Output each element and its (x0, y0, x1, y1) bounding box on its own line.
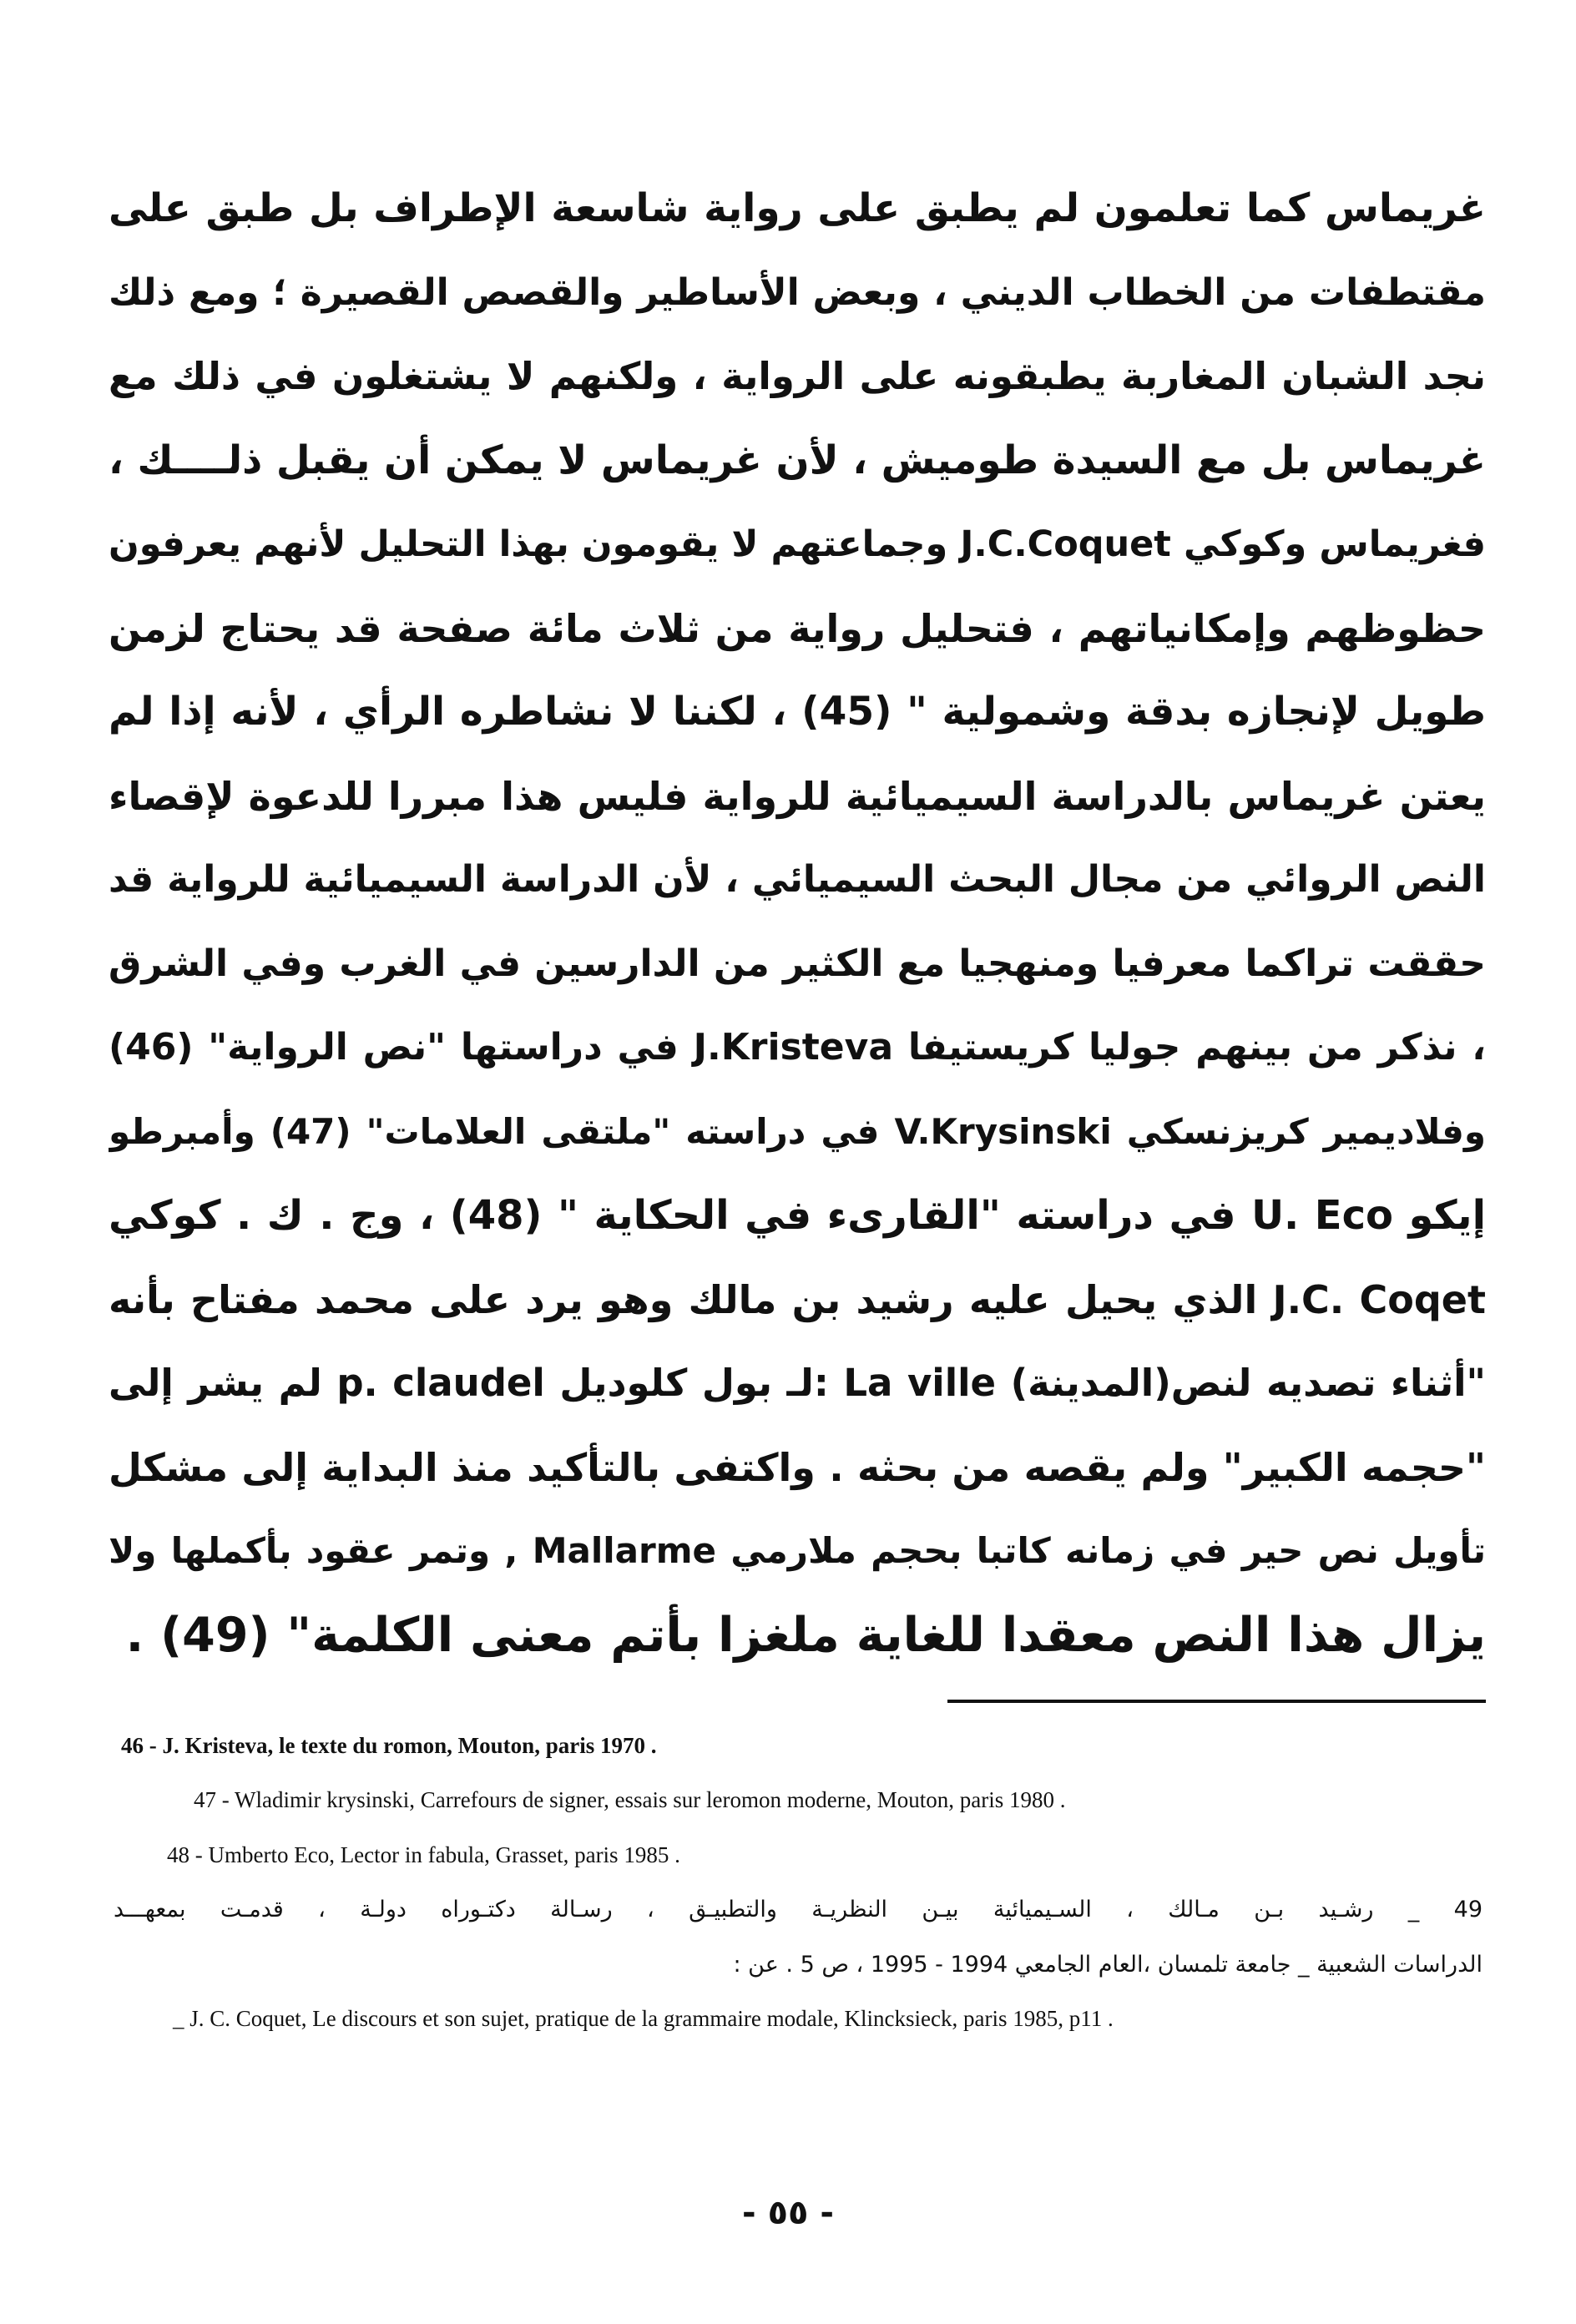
body-line: J.C. Coqet الذي يحيل عليه رشيد بن مالك وهو يرد على محمد مفتاح بأنه (109, 1276, 1486, 1322)
body-line: نجد الشبان المغاربة يطبقونه على الرواية ، ولكنهم لا يشتغلون في ذلك مع (109, 354, 1486, 398)
body-line: تأويل نص حير في زمانه كاتبا بحجم ملارمي Mallarme , وتمر عقود بأكملها ولا (109, 1530, 1486, 1571)
footnote-49-line-3: _ J. C. Coquet, Le discours et son sujet, pratique de la grammaire modale, Klincksieck, paris 1985, p11 . (173, 2006, 1114, 2031)
body-text (109, 167, 1486, 1677)
body-line: يعتن غريماس بالدراسة السيميائية للرواية فليس هذا مبررا للدعوة لإقصاء (109, 773, 1486, 819)
body-line-last: يزال هذا النص معقدا للغاية ملغزا بأتم معنى الكلمة" (49) . (125, 1607, 1486, 1663)
footnote-separator (947, 1700, 1486, 1703)
body-line: "حجمه الكبير" ولم يقصه من بحثه . واكتفى بالتأكيد منذ البداية إلى مشكل (109, 1444, 1486, 1490)
body-line: النص الروائي من مجال البحث السيميائي ، لأن الدراسة السيميائية للرواية قد (109, 858, 1486, 901)
body-line: طويل لإنجازه بدقة وشمولية " (45) ، لكننا لا نشاطره الرأي ، لأنه إذا لم (109, 689, 1486, 735)
footnote-46: 46 - J. Kristeva, le texte du romon, Mouton, paris 1970 . (121, 1733, 657, 1758)
page-number: - ٥٥ - (742, 2194, 834, 2232)
body-line: ، نذكر من بينهم جوليا كريستيفا J.Kristeva في دراستها "نص الرواية" (46) (109, 1026, 1486, 1069)
footnote-49-line-1: 49 _ رشـيد بـن مـالك ، السـيميائية بيـن النظريـة والتطبيـق ، رسـالة دكتـوراه دولـة ، قدمـت بمعهـــد (114, 1897, 1483, 1922)
body-line: غريماس بل مع السيدة طوميش ، لأن غريماس لا يمكن أن يقبل ذلــــك ، (109, 437, 1486, 483)
body-line: إيكو U. Eco في دراسته "القارىء في الحكاية " (48) ، وج . ك . كوكي (109, 1192, 1486, 1239)
body-line: غريماس كما تعلمون لم يطبق على رواية شاسعة الإطراف بل طبق على (109, 185, 1486, 231)
body-line: حققت تراكما معرفيا ومنهجيا مع الكثير من الدارسين في الغرب وفي الشرق (109, 942, 1486, 985)
body-line: مقتطفات من الخطاب الديني ، وبعض الأساطير والقصص القصيرة ؛ ومع ذلك (109, 270, 1486, 314)
body-line: فغريماس وكوكي J.C.Coquet وجماعتهم لا يقومون بهذا التحليل لأنهم يعرفون (109, 523, 1486, 565)
body-line: وفلاديمير كريزنسكي V.Krysinski في دراسته "ملتقى العلامات" (47) وأمبرطو (109, 1110, 1486, 1152)
body-line: حظوظهم وإمكانياتهم ، فتحليل رواية من ثلاث مائة صفحة قد يحتاج لزمن (109, 605, 1486, 651)
footnote-49-line-2: الدراسات الشعبية _ جامعة تلمسان ،العام الجامعي 1994 - 1995 ، ص 5 . عن : (733, 1952, 1483, 1978)
footnote-47: 47 - Wladimir krysinski, Carrefours de signer, essais sur leromon moderne, Mouton, paris 1980 . (194, 1787, 1066, 1812)
footnote-48: 48 - Umberto Eco, Lector in fabula, Grasset, paris 1985 . (167, 1842, 680, 1867)
body-line: "أثناء تصديه لنص(المدينة) La ville :لـ بول كلوديل p. claudel لم يشر إلى (109, 1361, 1486, 1405)
